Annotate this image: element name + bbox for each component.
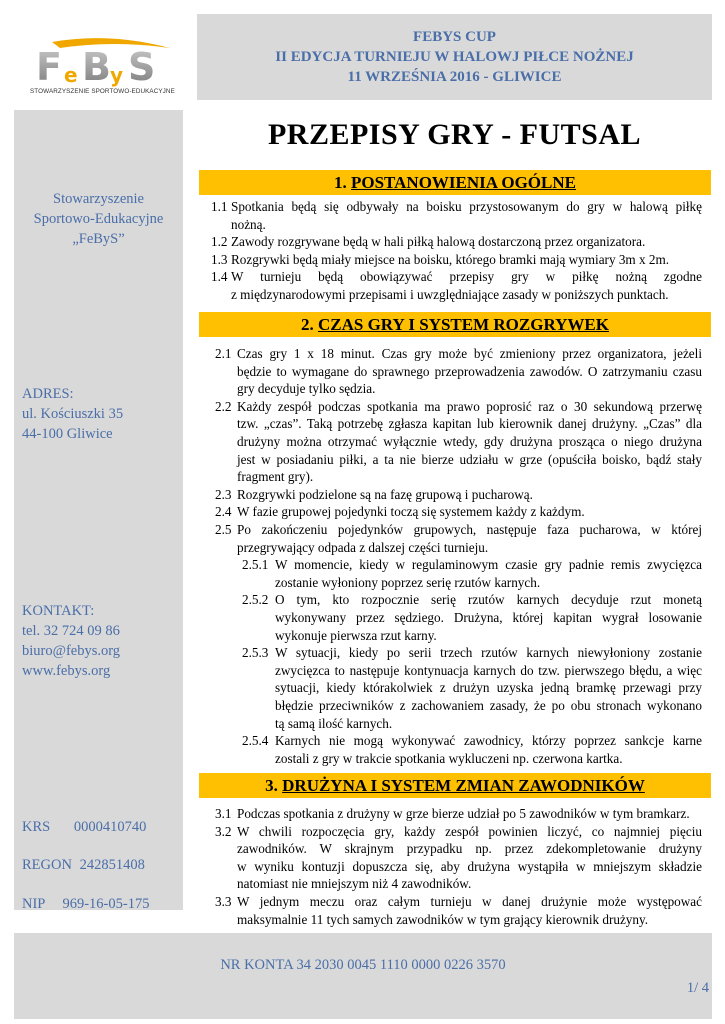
rule-text-line: W fazie grupowej pojedynki toczą się systemem każdy z każdym.	[237, 504, 585, 520]
rule-number: 2.5.3	[242, 645, 269, 661]
logo-tagline: STOWARZYSZENIE SPORTOWO-EDUKACYJNE	[30, 88, 175, 95]
rule-number: 2.3	[215, 486, 232, 502]
rule-text-line: W momencie, kiedy w regulaminowym czasie gry padnie remis zwycięzca	[275, 557, 702, 573]
rule-text-line: W turnieju będą obowiązywać przepisy gry w piłkę nożną zgodne	[231, 269, 702, 285]
rule-number: 2.5.2	[242, 592, 269, 608]
address-label: ADRES:	[22, 386, 74, 402]
section-title: CZAS GRY I SYSTEM ROZGRYWEK	[317, 315, 609, 334]
rule-text-line: Zawody rozgrywane będą w hali piłką halową dostarczoną przez organizatora.	[231, 234, 646, 250]
rule-number: 1.1	[211, 199, 228, 214]
rule-text-line: błędzie przeciwników z zachowaniem zasady, że po obu stronach wykonano	[275, 697, 702, 713]
nip-value: 969-16-05-175	[62, 896, 150, 912]
svg-text:e: e	[64, 63, 78, 87]
nip-row	[22, 894, 149, 914]
svg-text:B: B	[82, 45, 111, 89]
contact-label: KONTAKT:	[22, 603, 95, 619]
rule-text-line: wykonuje pierwsza rzut karny.	[275, 627, 437, 643]
section-number: 2.	[300, 315, 314, 334]
regon-value: 242851408	[79, 857, 145, 873]
rule-text-line: wykonywany przez sędziego. Drużyna, której kapitan wygrał losowanie	[275, 609, 702, 625]
address-city: 44-100 Gliwice	[22, 426, 113, 442]
section-heading-3	[199, 773, 711, 798]
org-line: „FeByS”	[72, 231, 125, 247]
rule-text-line: przegrywający odpada z dalszej części turnieju.	[237, 539, 489, 555]
rule-number: 2.5.1	[242, 557, 269, 573]
rule-text-line: Po zakończeniu pojedynków grupowych, następuje faza pucharowa, w której	[237, 522, 702, 537]
section-number: 3.	[265, 776, 278, 795]
address-street: ul. Kościuszki 35	[22, 406, 124, 422]
org-line: Stowarzyszenie	[53, 191, 144, 207]
rule-text-line: zostanie wyłoniony poprzez serię rzutów karnych.	[275, 574, 541, 590]
address-block	[22, 384, 123, 444]
rule-text-line: maksymalnie 11 tych samych zawodników w tym grający kierownik drużyny.	[237, 911, 649, 927]
rule-number: 2.5.4	[242, 733, 269, 749]
rule-text-line: Czas gry 1 x 18 minut. Czas gry może być zmieniony przez organizatora, jeżeli	[237, 346, 702, 361]
svg-text:S: S	[128, 45, 156, 89]
rule-number: 2.2	[215, 398, 232, 414]
rule-number: 1.3	[211, 251, 228, 267]
section-number: 1.	[334, 173, 347, 192]
rule-text-line: W jednym meczu oraz całym turnieju w danej drużynie może występować	[237, 894, 702, 909]
section-heading-2	[199, 312, 711, 337]
header-date-place: 11 WRZEŚNIA 2016 - GLIWICE	[347, 69, 562, 85]
rule-text-line: Podczas spotkania z drużyny w grze bierze udział po 5 zawodników w tym bramkarz.	[237, 806, 690, 821]
rule-number: 2.4	[215, 504, 232, 520]
rule-text-line: w wyniku kontuzji dopuszcza się, aby drużyna wystąpiła w mniejszym składzie	[237, 858, 702, 874]
rule-text-line: O tym, kto rozpocznie serię rzutów karnych decyduje rzut monetą	[275, 592, 702, 608]
page-number: 1/ 4	[686, 980, 709, 996]
rule-text-line: fragment gry).	[237, 469, 314, 485]
rule-text-line: drużyny można otrzymać wyłącznie wtedy, gdy drużyna prosząca o niego drużyna	[237, 433, 702, 449]
section-title: DRUŻYNA I SYSTEM ZMIAN ZAWODNIKÓW	[282, 776, 645, 795]
rule-text-line: zwycięzca to następuje kontynuacja karnych do tzw. pierwszego błędu, a więc	[275, 662, 702, 678]
rule-text-line: W chwili rozpoczęcia gry, każdy zespół powinien liczyć, co najmniej pięciu	[237, 823, 702, 839]
rule-text-line: Karnych nie mogą wykonywać zawodnicy, którzy poprzez sankcje karne	[275, 733, 702, 749]
rule-text-line: Każdy zespół podczas spotkania ma prawo poprosić raz o 30 sekundową przerwę	[237, 398, 702, 414]
rule-text-line: tą samą ilość karnych.	[275, 715, 393, 731]
febys-logo	[30, 38, 180, 98]
header-event: FEBYS CUP	[413, 29, 496, 45]
rule-text-line: W sytuacji, kiedy po serii trzech rzutów karnych niewyłoniony zostanie	[275, 645, 702, 661]
rule-text-line: zostali z gry w trakcie spotkania wykluczeni np. czerwona kartka.	[275, 750, 623, 766]
rule-number: 1.4	[211, 269, 228, 285]
bank-account: NR KONTA 34 2030 0045 1110 0000 0226 3570	[220, 957, 506, 973]
regon-row	[22, 855, 145, 875]
section-heading-1	[199, 170, 711, 195]
org-name	[14, 189, 183, 249]
svg-text:y: y	[110, 63, 124, 87]
contact-block	[22, 601, 120, 681]
rule-number: 3.3	[215, 894, 232, 909]
contact-phone: tel. 32 724 09 86	[22, 623, 120, 639]
nip-label: NIP	[22, 896, 45, 912]
rule-number: 3.1	[215, 806, 232, 821]
contact-email[interactable]: biuro@febys.org	[22, 643, 121, 659]
rule-text-line: Rozgrywki będą miały miejsce na boisku, którego bramki mają wymiary 3m x 2m.	[231, 251, 670, 267]
krs-value: 0000410740	[73, 819, 147, 835]
rule-text-line: z międzynarodowymi przepisami i uwzględniające zasady w poniższych punktach.	[231, 286, 669, 302]
contact-website[interactable]: www.febys.org	[22, 663, 111, 679]
rule-number: 1.2	[211, 234, 228, 250]
page-title: PRZEPISY GRY - FUTSAL	[267, 118, 642, 151]
rule-text-line: natomiast nie mniejszym niż 4 zawodników.	[237, 876, 472, 892]
rule-text-line: zawodników. W skrajnym przypadku np. przez zdekompletowanie drużyny	[237, 841, 702, 857]
rule-text-line: sytuacji, kiedy którakolwiek z drużyn uzyska jedną bramkę przewagi przy	[275, 680, 702, 696]
svg-text:F: F	[36, 45, 62, 89]
rule-text-line: będzie to wymagane do sprawnego przeprowadzenia zawodów. O zatrzymaniu czasu	[237, 363, 702, 379]
rule-number: 2.1	[215, 346, 232, 361]
section-title: POSTANOWIENIA OGÓLNE	[351, 173, 576, 192]
footer-band	[14, 933, 712, 1019]
rule-text-line: Rozgrywki podzielone są na fazę grupową i pucharową.	[237, 486, 533, 502]
rule-text-line: gry decyduje tylko sędzia.	[237, 381, 376, 397]
rule-text-line: nożną.	[231, 216, 266, 232]
rule-number: 2.5	[215, 522, 232, 537]
header-band	[197, 14, 712, 100]
org-line: Sportowo-Edukacyjne	[33, 211, 164, 227]
rule-number: 3.2	[215, 823, 232, 839]
regon-label: REGON	[22, 857, 72, 873]
krs-label: KRS	[22, 819, 51, 835]
rule-text-line: jest w posiadaniu piłki, a ta nie bierze udziału w grze (opuściła boisko, bądź stały	[237, 451, 702, 467]
rule-text-line: Spotkania będą się odbywały na boisku przystosowanym do gry w halową piłkę	[231, 199, 702, 214]
rule-text-line: tzw. „czas”. Taką potrzebę zgłasza kapitan lub kierownik danej drużyny. „Czas” dla	[237, 416, 702, 432]
header-edition: II EDYCJA TURNIEJU W HALOWJ PIŁCE NOŻNEJ	[275, 49, 634, 65]
krs-row	[22, 817, 146, 837]
